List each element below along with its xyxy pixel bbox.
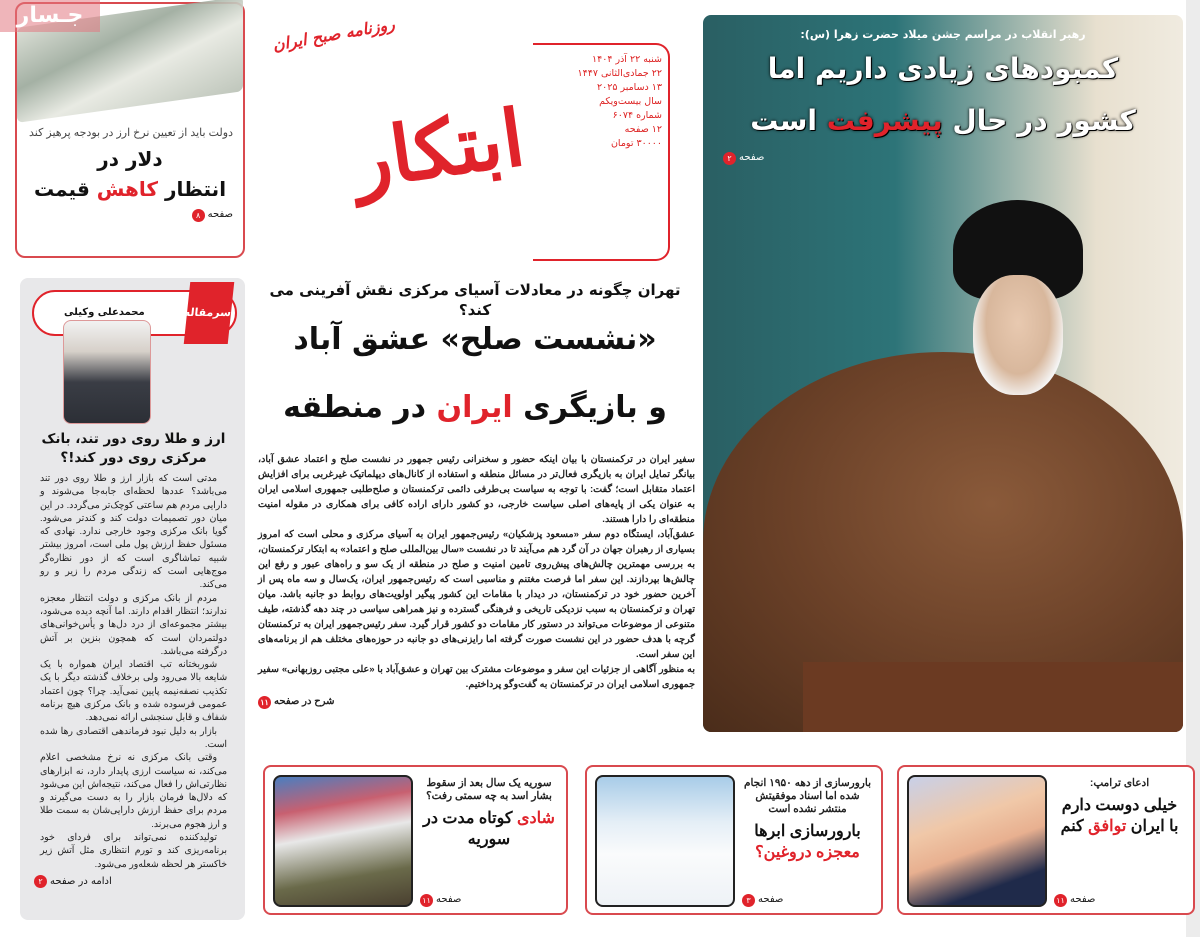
editorial-body bbox=[34, 472, 233, 871]
editorial-paragraph: مدتی است که بازار ارز و طلا روی دور تند می‌باشد؟ عددها لحظه‌ای جابه‌جا می‌شوند و دارایی مردم هم ساعتی کوچک‌تر می‌گردد. در این میان دور تصمیمات دولت کند و کندتر می‌شود. گویا بانک مرکزی وجود خارجی ندارد. نهادی که مسئول حفظ ارزش پول ملی است، امروز بیشتر شبیه تماشاگری است که از دور نظاره‌گر موج‌هایی است که زندگی مردم را زیر و رو می‌کند. bbox=[40, 473, 227, 590]
issue-date-hijri: ۲۲ جمادی‌الثانی ۱۴۴۷ bbox=[577, 68, 662, 79]
headline-highlight: ایران bbox=[436, 390, 513, 425]
article-paragraph: عشق‌آباد، ایستگاه دوم سفر «مسعود پزشکیان» رئیس‌جمهور ایران به آسیای مرکزی و محلی است که امروز بسیاری از رهبران جهان در آن گرد هم می‌آیند تا در نشست «سال بین‌المللی صلح و اعتماد» به ابتکار ترکمنستان، به بررسی مهمترین چالش‌های پیش‌روی تامین امنیت و صلح در منطقه از یک سو و راه‌های عبور و رفع این چالش‌ها بپردازند. این سفر اما فرصت مغتنم و مناسبی است که رئیس‌جمهور ایران، یک‌سال و سه ماه پس از آخرین حضور خود در ترکمنستان، در دیدار با مقامات این کشور پیگیر اولویت‌های روابط دو جانبه باشد. میان تهران و ترکمنستان به سبب نزدیکی تاریخی و فرهنگی گسترده و نیز همراهی سیاسی در چند دهه گذشته، طیف متنوعی از موضوعات می‌تواند در دستور کار مقامات دو کشور قرار گیرد. سفر رئیس‌جمهور ایران به ترکمنستان گرچه با هدف حضور در این نشست صورت گرفته اما رایزنی‌های دو جانبه در حوزه‌های مختلف هم از برنامه‌های این سفر است. bbox=[258, 529, 695, 660]
editorial-paragraph: وقتی بانک مرکزی نه نرخ مشخصی اعلام می‌کند، نه سیاست ارزی پایدار دارد، نه ابزارهای نظارتی‌اش را فعال می‌کند، نتیجه‌اش این می‌شود که دلال‌ها فرمان بازار را به دست می‌گیرند و مردم برای حفظ ارزش دارایی‌شان به سمت طلا و ارز هجوم می‌برند. bbox=[40, 752, 227, 829]
page-label: صفحه bbox=[739, 152, 765, 163]
card-cloud-seeding[interactable] bbox=[585, 765, 883, 915]
card-title bbox=[742, 821, 873, 863]
issue-date-persian: شنبه ۲۲ آذر ۱۴۰۴ bbox=[592, 54, 662, 65]
dollar-headline-line2 bbox=[27, 174, 233, 204]
page-reference bbox=[420, 893, 461, 907]
hero-story[interactable] bbox=[703, 15, 1183, 732]
continue-label: شرح در صفحه bbox=[274, 696, 335, 707]
card-kicker: بارورسازی از دهه ۱۹۵۰ انجام شده اما اسناد موفقیتش منتشر نشده است bbox=[743, 777, 871, 815]
page-label: صفحه bbox=[207, 209, 233, 220]
issue-year: سال بیست‌ویکم bbox=[599, 96, 662, 107]
editorial-author: محمدعلی وکیلی bbox=[64, 307, 145, 318]
lead-headline[interactable] bbox=[255, 306, 695, 442]
hero-headline bbox=[723, 43, 1163, 147]
lead-continue-link[interactable] bbox=[258, 695, 335, 709]
article-paragraph: سفیر ایران در ترکمنستان با بیان اینکه حضور و سخنرانی رئیس جمهور در نشست صلح و اعتماد عشق آباد، بیانگر تمایل ایران به بازیگری فعال‌تر در مسائل منطقه و استفاده از کانال‌های دیپلماتیک غیرغربی برای افزایش اعتماد متقابل است؛ گفت: با توجه به سیاست بی‌طرفی دائمی ترکمنستان و صلح‌طلبی جمهوری اسلامی ایران به عنوان یکی از پایه‌های اصلی سیاست خارجی، دو کشور دارای اراده کافی برای همکاری در مقوله امنیت منطقه‌ای را دارا هستند. bbox=[258, 454, 695, 525]
editorial-paragraph: شوربختانه تب اقتصاد ایران همواره با یک شایعه بالا می‌رود ولی برخلاف گذشته دیگر با یک تکذیب نصفه‌نیمه پایین نمی‌آید. چرا؟ چون اعتماد عمومی فرسوده شده و بانک مرکزی هیچ برنامه شفاف و قابل سنجشی ارائه نمی‌دهد. bbox=[40, 659, 227, 723]
editorial-title[interactable]: ارز و طلا روی دور تند، بانک مرکزی روی دور کند!؟ bbox=[41, 431, 226, 466]
issue-info-box bbox=[533, 43, 670, 261]
issue-number: شماره ۶۰۷۴ bbox=[612, 110, 662, 121]
dollar-kicker: دولت باید از تعیین نرخ ارز در بودجه پرهیز کند bbox=[29, 127, 233, 139]
lead-headline-line2 bbox=[255, 374, 695, 442]
issue-pages: ۱۲ صفحه bbox=[624, 124, 662, 135]
masthead-logo bbox=[262, 14, 532, 260]
dollar-headline-line1: دلار در bbox=[97, 147, 163, 171]
card-title bbox=[420, 808, 558, 850]
trump-photo bbox=[907, 775, 1047, 907]
lead-kicker: تهران چگونه در معادلات آسیای مرکزی نقش آفرینی می کند؟ bbox=[269, 281, 681, 319]
editorial-paragraph: تولیدکننده نمی‌تواند برای فردای خود برنامه‌ریزی کند و تورم انتظاری مثل آتش زیر خاکستر هر لحظه شعله‌ور می‌شود. bbox=[40, 832, 227, 869]
page-number-badge: ۱۱ bbox=[258, 696, 271, 709]
headline-text: قیمت bbox=[33, 177, 97, 201]
editorial-tag: سرمقاله bbox=[184, 282, 235, 344]
page-number-badge: ۱۱ bbox=[1054, 894, 1067, 907]
card-kicker: سوریه یک سال بعد از سقوط بشار اسد به چه سمتی رفت؟ bbox=[426, 777, 552, 802]
editorial-paragraph: بازار به دلیل نبود فرماندهی اقتصادی رها شده است. bbox=[40, 725, 227, 749]
watermark-logo: جـسار bbox=[0, 0, 100, 32]
page-label: صفحه bbox=[1070, 894, 1096, 905]
logo-wordmark: ابتکار bbox=[346, 92, 530, 207]
page-reference bbox=[27, 208, 233, 222]
hero-kicker: رهبر انقلاب در مراسم جشن میلاد حضرت زهرا (س): bbox=[800, 28, 1086, 41]
article-paragraph: به منظور آگاهی از جزئیات این سفر و موضوعات مشترک بین تهران و عشق‌آباد با «علی مجتبی روزبهانی» سفیر جمهوری اسلامی ایران در ترکمنستان به گفت‌وگو پرداختیم. bbox=[258, 664, 695, 690]
headline-text: در منطقه bbox=[283, 390, 437, 425]
dollar-story-box[interactable] bbox=[15, 2, 245, 258]
headline-text: با ایران bbox=[1126, 818, 1179, 835]
headline-text: کشور در حال bbox=[942, 104, 1136, 137]
page-label: صفحه bbox=[758, 894, 784, 905]
editorial-continue-link[interactable] bbox=[34, 875, 112, 889]
editorial-text bbox=[34, 430, 233, 914]
airplane-clouds-photo bbox=[595, 775, 735, 907]
card-title bbox=[1054, 795, 1185, 837]
issue-price: ۳۰۰۰۰ تومان bbox=[610, 138, 662, 149]
card-title-line1: بارورسازی ابرها bbox=[754, 823, 861, 840]
issue-date-gregorian: ۱۳ دسامبر ۲۰۲۵ bbox=[597, 82, 662, 93]
hero-text bbox=[723, 27, 1163, 165]
editorial-column bbox=[20, 278, 245, 920]
author-photo bbox=[63, 320, 151, 424]
card-text bbox=[742, 777, 873, 907]
headline-highlight: کاهش bbox=[96, 177, 159, 201]
page-number-badge: ۳ bbox=[742, 894, 755, 907]
card-text bbox=[1054, 777, 1185, 907]
dollar-headline bbox=[27, 144, 233, 204]
headline-text: است bbox=[750, 104, 827, 137]
card-kicker: ادعای ترامپ: bbox=[1089, 777, 1150, 789]
page-number-badge: ۱۱ bbox=[420, 894, 433, 907]
headline-text: و بازیگری bbox=[512, 390, 667, 425]
page-label: صفحه bbox=[436, 894, 462, 905]
page-number-badge: ۲ bbox=[34, 875, 47, 888]
editorial-paragraph: مردم از بانک مرکزی و دولت انتظار معجزه ندارند؛ انتظار اقدام دارند. اما آنچه دیده می‌شود، بیشتر مجموعه‌ای از درد دل‌ها و یأس‌خوانی‌های دولتمردان است که همچون بنزین بر آتش درگرفته می‌باشد. bbox=[40, 592, 227, 656]
headline-highlight: پیشرفت bbox=[826, 104, 943, 137]
headline-highlight: شادی bbox=[516, 810, 555, 827]
lead-headline-line1: «نشست صلح» عشق آباد bbox=[293, 322, 657, 357]
logo-tagline: روزنامه صبح ایران bbox=[271, 14, 397, 55]
hero-headline-line2 bbox=[723, 95, 1163, 147]
syria-photo bbox=[273, 775, 413, 907]
page-number-badge: ۲ bbox=[723, 152, 736, 165]
headline-text: کنم bbox=[1060, 818, 1089, 835]
page-reference bbox=[723, 151, 764, 165]
card-text bbox=[420, 777, 558, 907]
hero-headline-line1: کمبودهای زیادی داریم اما bbox=[767, 52, 1119, 85]
headline-highlight: توافق bbox=[1088, 818, 1127, 835]
page-number-badge: ۸ bbox=[192, 209, 205, 222]
dollar-story-text bbox=[27, 126, 233, 250]
hero-photo-face bbox=[973, 275, 1063, 395]
page-reference bbox=[1054, 893, 1095, 907]
card-title-line1: خیلی دوست دارم bbox=[1061, 797, 1178, 814]
headline-text: کوتاه مدت در سوریه bbox=[423, 810, 517, 848]
continue-label: ادامه در صفحه bbox=[50, 875, 112, 887]
hero-photo-desk bbox=[803, 662, 1183, 732]
card-trump[interactable] bbox=[897, 765, 1195, 915]
headline-text: انتظار bbox=[158, 177, 227, 201]
headline-highlight: معجزه دروغین؟ bbox=[755, 844, 860, 861]
card-syria[interactable] bbox=[263, 765, 568, 915]
lead-article-body bbox=[258, 452, 695, 757]
page-reference bbox=[742, 893, 783, 907]
